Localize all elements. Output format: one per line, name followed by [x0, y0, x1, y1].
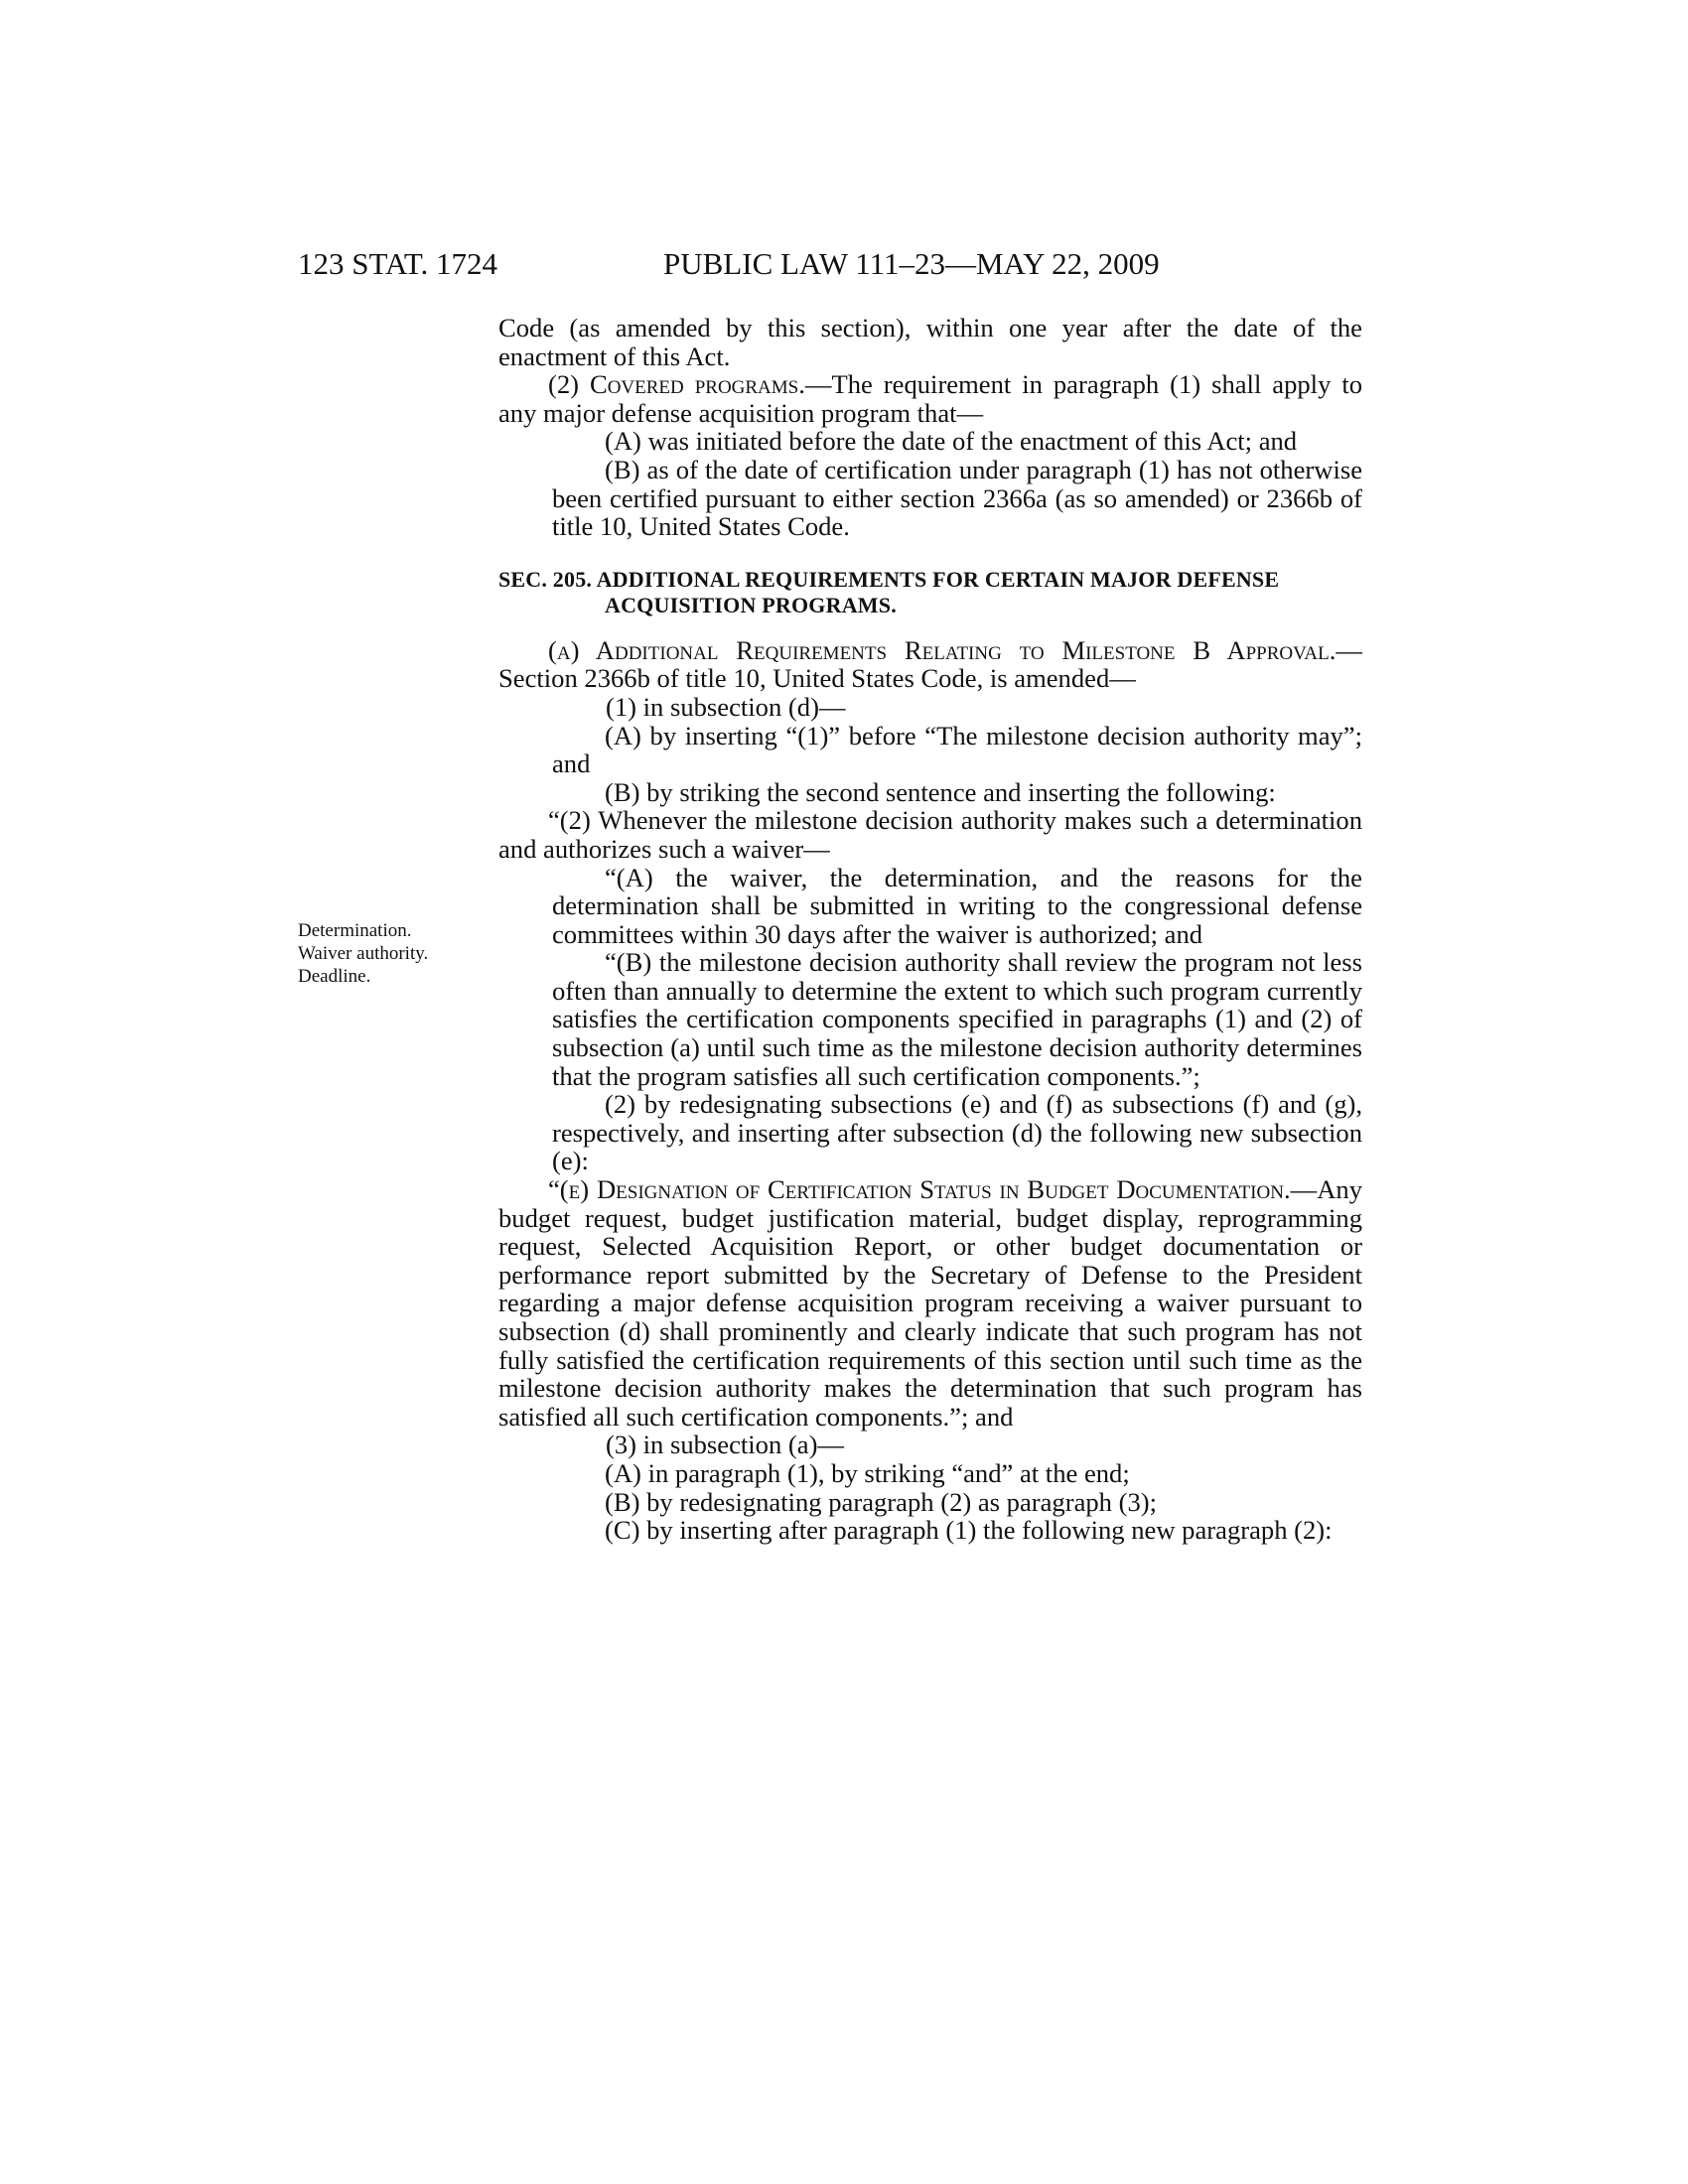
paragraph: [498, 636, 1362, 693]
running-head: PUBLIC LAW 111–23—MAY 22, 2009: [663, 246, 1160, 281]
paragraph: (A) was initiated before the date of the enactment of this Act; and: [605, 426, 1298, 457]
paragraph-heading: (a) Additional Requirements Relating to Milestone B Approval.: [548, 634, 1336, 665]
section-heading-line: SEC. 205. ADDITIONAL REQUIREMENTS FOR CERTAIN MAJOR DEFENSE: [498, 566, 1280, 592]
statute-citation: 123 STAT. 1724: [298, 246, 498, 281]
page-header: [0, 246, 1688, 286]
paragraph: (C) by inserting after paragraph (1) the following new paragraph (2):: [605, 1515, 1333, 1546]
margin-note: Determination.: [298, 920, 412, 941]
margin-notes: [298, 919, 477, 988]
paragraph-heading: “(e) Designation of Certification Status in Budget Documentation.: [548, 1174, 1291, 1205]
margin-note: Deadline.: [298, 966, 371, 987]
paragraph-text: —Any budget request, budget justification material, budget display, reprogramming request, Selected Acquisition Report, or other budget documentation or performance report submitted by the Secretary of Defense to the President regarding a major defense acquisition program receiving a waiver pursuant to subsection (d) shall prominently and clearly indicate that such program has not fully satisfied the certification requirements of this section until such time as the milestone decision authority makes the determination that such program has satisfied all such certification components.”; and: [498, 1174, 1362, 1432]
paragraph: [498, 1175, 1362, 1431]
page-body: [498, 314, 1362, 1545]
paragraph: [498, 370, 1362, 427]
paragraph: (B) by redesignating paragraph (2) as paragraph (3);: [605, 1486, 1158, 1517]
paragraph: “(2) Whenever the milestone decision authority makes such a determination and authorizes such a waiver—: [498, 805, 1362, 864]
paragraph-text: —Section 2366b of title 10, United States Code, is amended—: [498, 634, 1362, 694]
paragraph: (3) in subsection (a)—: [606, 1430, 845, 1460]
paragraph: “(B) the milestone decision authority shall review the program not less often than annually to determine the extent to which such program currently satisfies the certification components specified in paragraphs (1) and (2) of subsection (a) until such time as the milestone decision authority determines that the program satisfies all such certification components.”;: [552, 947, 1362, 1091]
paragraph: (A) in paragraph (1), by striking “and” at the end;: [605, 1457, 1130, 1488]
paragraph-text: —The requirement in paragraph (1) shall apply to any major defense acquisition program that—: [498, 369, 1363, 428]
section-heading: [498, 567, 1362, 618]
paragraph: (1) in subsection (d)—: [606, 691, 846, 722]
paragraph: (B) as of the date of certification under paragraph (1) has not otherwise been certified pursuant to either section 2366a (as so amended) or 2366b of title 10, United States Code.: [552, 454, 1362, 542]
paragraph: (2) by redesignating subsections (e) and (f) as subsections (f) and (g), respectively, and inserting after subsection (d) the following new subsection (e):: [552, 1089, 1362, 1176]
margin-note: Waiver authority.: [298, 943, 429, 964]
paragraph: (A) by inserting “(1)” before “The milestone decision authority may”; and: [552, 720, 1362, 779]
paragraph-heading: (2) Covered programs.: [548, 369, 805, 400]
section-heading-line: ACQUISITION PROGRAMS.: [605, 592, 897, 617]
paragraph: “(A) the waiver, the determination, and the reasons for the determination shall be submitted in writing to the congressional defense committees within 30 days after the waiver is authorized; and: [552, 862, 1362, 949]
paragraph: (B) by striking the second sentence and inserting the following:: [605, 776, 1276, 807]
paragraph: Code (as amended by this section), within one year after the date of the enactment of this Act.: [498, 313, 1362, 371]
